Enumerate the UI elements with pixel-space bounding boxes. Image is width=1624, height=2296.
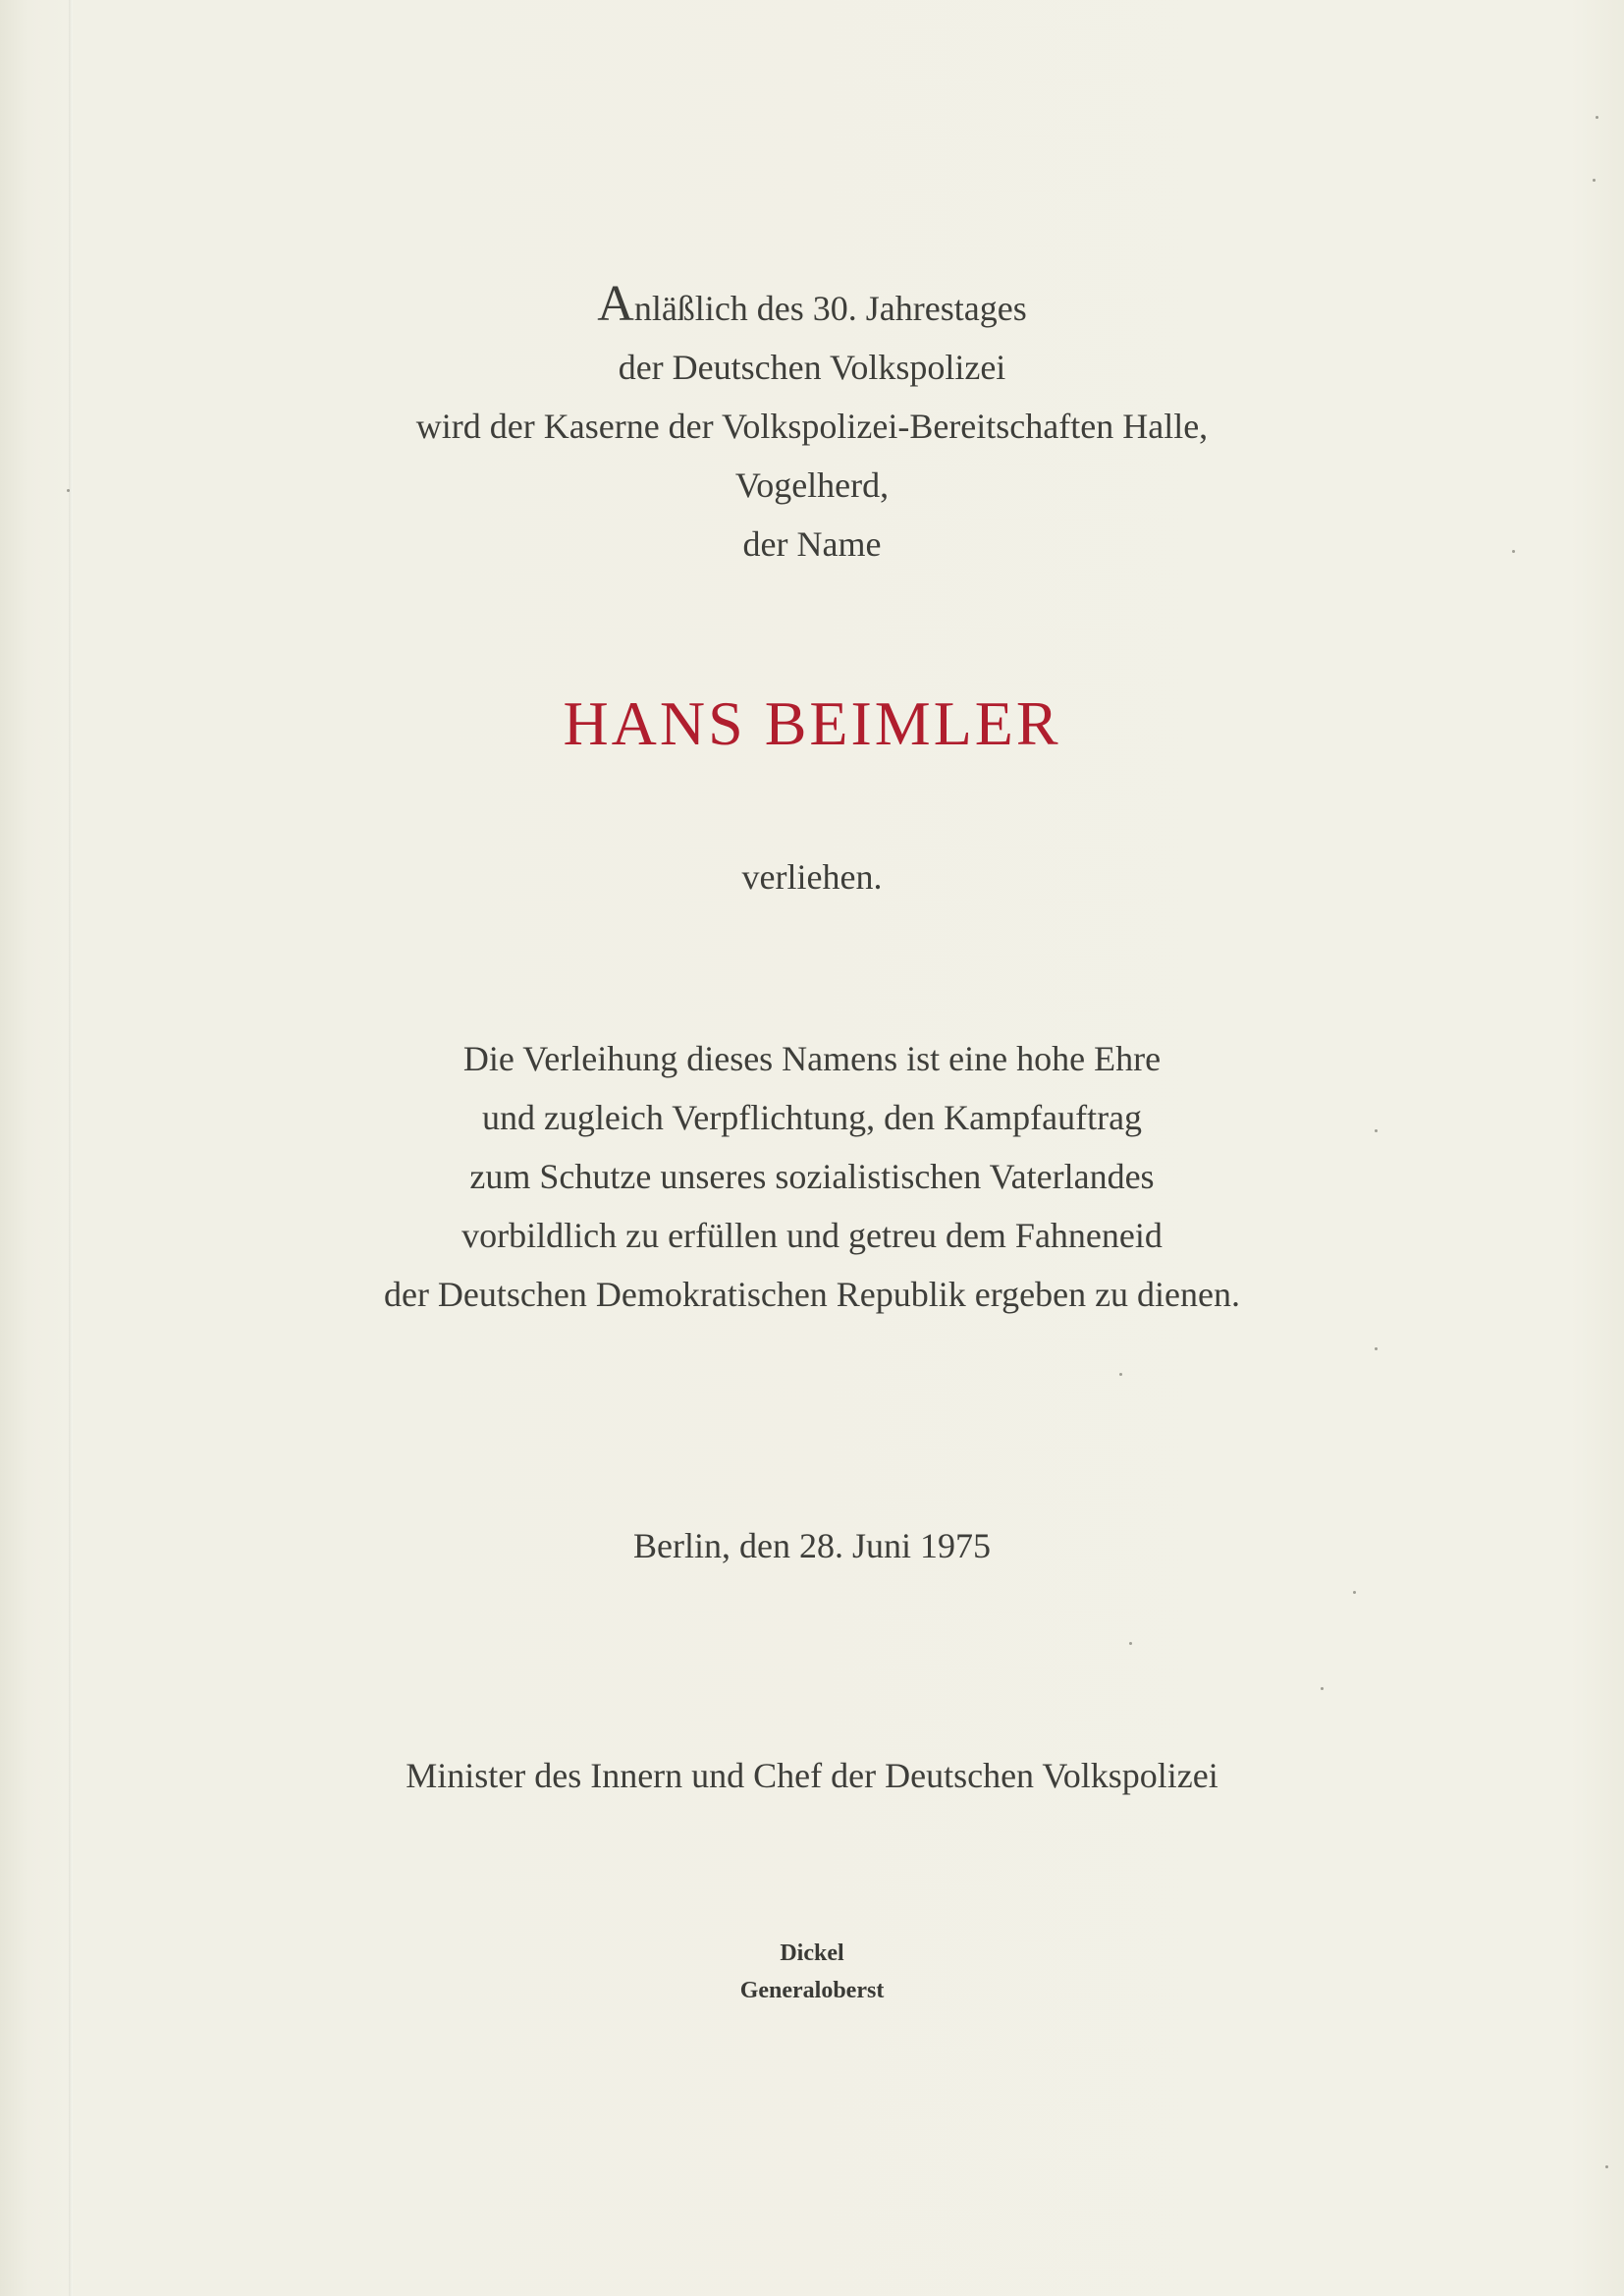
intro-paragraph: [0, 275, 1624, 574]
signatory-name: Dickel: [780, 1941, 844, 1966]
signatory-rank: Generaloberst: [739, 1978, 885, 2003]
intro-line-1-text: nläßlich des 30. Jahrestages: [633, 289, 1027, 328]
paper-speck: [1596, 116, 1598, 119]
issuer-title: Minister des Innern und Chef der Deutschen Volkspolizei: [406, 1756, 1218, 1795]
paper-speck: [1605, 2165, 1608, 2168]
body-line-1: Die Verleihung dieses Namens ist eine hohe Ehre: [462, 1039, 1162, 1078]
paper-speck: [1375, 1347, 1378, 1350]
initial-letter: A: [597, 276, 634, 332]
verliehen-text: verliehen.: [741, 857, 883, 897]
intro-line-4: Vogelherd,: [734, 465, 890, 505]
body-paragraph: [0, 1029, 1624, 1324]
body-line-5: der Deutschen Demokratischen Republik ergeben zu dienen.: [383, 1275, 1241, 1314]
signature-block: [0, 1935, 1624, 2009]
intro-line-5: der Name: [742, 524, 882, 564]
intro-line-3: wird der Kaserne der Volkspolizei-Bereitschaften Halle,: [415, 407, 1209, 446]
paper-speck: [1321, 1687, 1324, 1690]
paper-speck: [1129, 1642, 1132, 1645]
paper-speck: [1353, 1591, 1356, 1594]
body-line-3: zum Schutze unseres sozialistischen Vaterlandes: [469, 1157, 1155, 1196]
place-and-date: Berlin, den 28. Juni 1975: [633, 1526, 991, 1565]
intro-line-1: [0, 275, 1624, 338]
paper-speck: [1119, 1373, 1122, 1376]
body-line-2: und zugleich Verpflichtung, den Kampfauftrag: [481, 1098, 1143, 1137]
body-line-4: vorbildlich zu erfüllen und getreu dem Fahneneid: [461, 1216, 1163, 1255]
intro-line-2: der Deutschen Volkspolizei: [618, 348, 1006, 387]
paper-speck: [1593, 179, 1596, 182]
honoree-name: HANS BEIMLER: [563, 688, 1061, 758]
